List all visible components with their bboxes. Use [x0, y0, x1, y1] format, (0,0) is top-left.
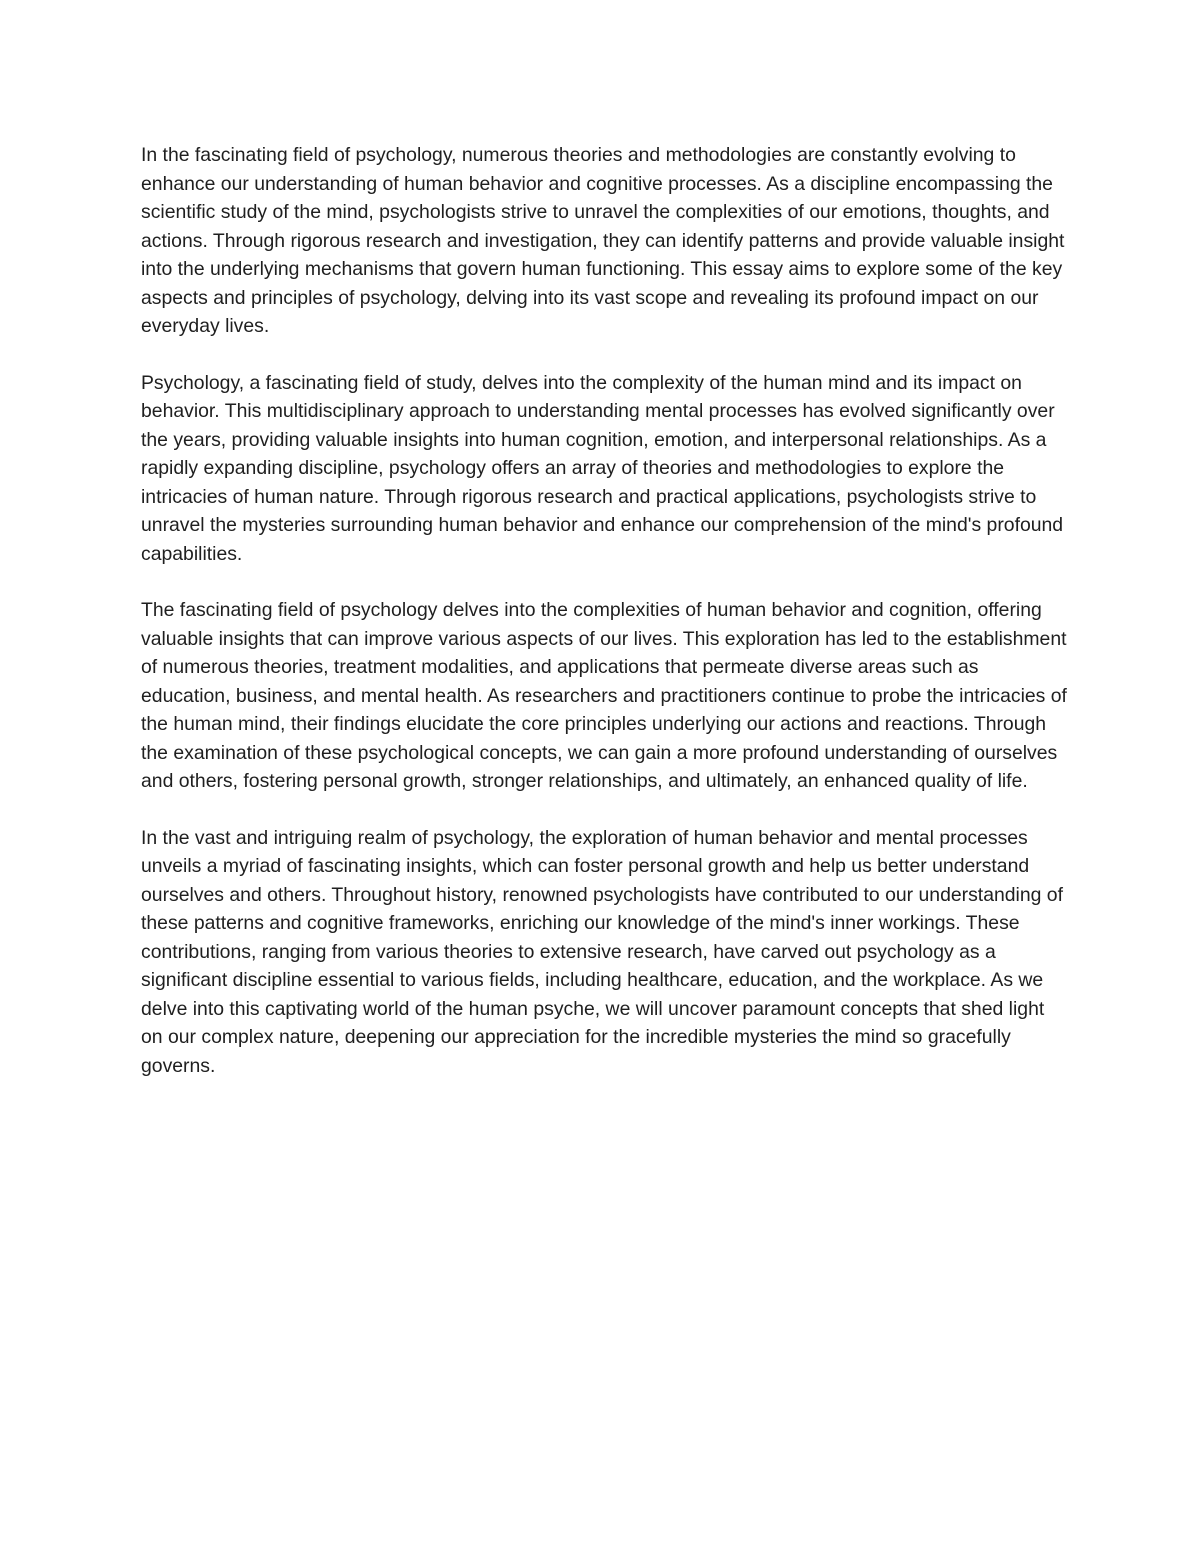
paragraph-2: Psychology, a fascinating field of study, delves into the complexity of the human mind and its impact on behavior. This multidisciplinary approach to understanding mental processes has evolved significantly over the years, providing valuable insights into human cognition, emotion, and interpersonal relationships. As a rapidly expanding discipline, psychology offers an array of theories and methodologies to explore the intricacies of human nature. Through rigorous research and practical applications, psychologists strive to unravel the mysteries surrounding human behavior and enhance our comprehension of the mind's profound capabilities.: [141, 371, 1064, 565]
paragraph-4: In the vast and intriguing realm of psychology, the exploration of human behavior and mental processes unveils a myriad of fascinating insights, which can foster personal growth and help us better understand ourselves and others. Throughout history, renowned psychologists have contributed to our understanding of these patterns and cognitive frameworks, enriching our knowledge of the mind's inner workings. These contributions, ranging from various theories to extensive research, have carved out psychology as a significant discipline essential to various fields, including healthcare, education, and the workplace. As we delve into this captivating world of the human psyche, we will uncover paramount concepts that shed light on our complex nature, deepening our appreciation for the incredible mysteries the mind so gracefully governs.: [141, 826, 1063, 1077]
paragraph-3: The fascinating field of psychology delves into the complexities of human behavior and cognition, offering valuable insights that can improve various aspects of our lives. This exploration has led to the establishment of numerous theories, treatment modalities, and applications that permeate diverse areas such as education, business, and mental health. As researchers and practitioners continue to probe the intricacies of the human mind, their findings elucidate the core principles underlying our actions and reactions. Through the examination of these psychological concepts, we can gain a more profound understanding of ourselves and others, fostering personal growth, stronger relationships, and ultimately, an enhanced quality of life.: [141, 599, 1067, 792]
paragraph-1: In the fascinating field of psychology, numerous theories and methodologies are constantly evolving to enhance our understanding of human behavior and cognitive processes. As a discipline encompassing the scientific study of the mind, psychologists strive to unravel the complexities of our emotions, thoughts, and actions. Through rigorous research and investigation, they can identify patterns and provide valuable insight into the underlying mechanisms that govern human functioning. This essay aims to explore some of the key aspects and principles of psychology, delving into its vast scope and revealing its profound impact on our everyday lives.: [141, 144, 1065, 337]
document-body: [141, 141, 1071, 1108]
